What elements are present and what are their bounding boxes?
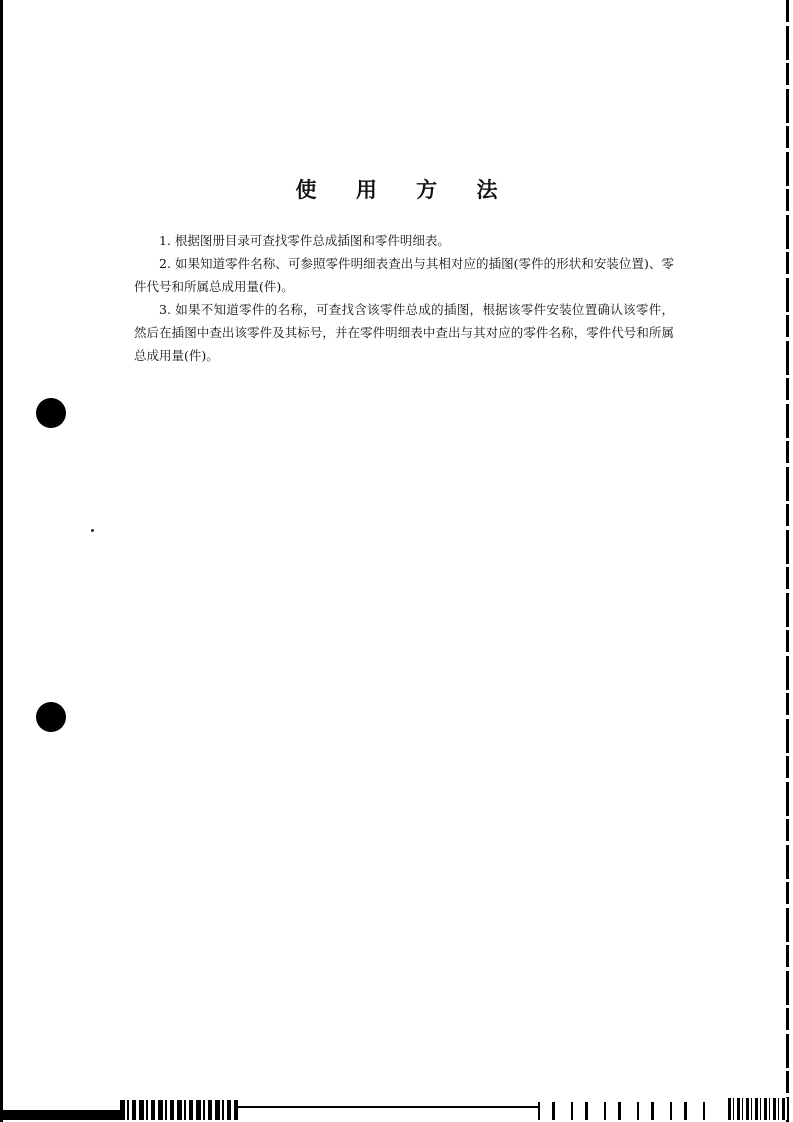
instruction-paragraph-2: 2. 如果知道零件名称、可参照零件明细表查出与其相对应的插图(零件的形状和安装位置)、零件代号和所属总成用量(件)。 [134, 256, 674, 294]
binder-hole-lower [36, 702, 66, 732]
scan-speck [91, 529, 94, 532]
instructions-body [134, 229, 674, 367]
scan-bottom-solid-bar [0, 1110, 120, 1120]
scan-bottom-barcode-right [728, 1098, 788, 1120]
scan-right-edge [786, 0, 789, 1122]
scan-bottom-line [238, 1106, 538, 1108]
scan-bottom-barcode-left [120, 1100, 238, 1120]
binder-hole-upper [36, 398, 66, 428]
instruction-paragraph-1: 1. 根据图册目录可查找零件总成插图和零件明细表。 [159, 233, 450, 248]
scan-bottom-marks [538, 1102, 708, 1120]
instruction-paragraph-3: 3. 如果不知道零件的名称，可查找含该零件总成的插图，根据该零件安装位置确认该零件，然后在插图中查出该零件及其标号，并在零件明细表中查出与其对应的零件名称，零件代号和所属总成用量(件)。 [134, 302, 674, 363]
page-title: 使 用 方 法 [295, 177, 514, 202]
scan-left-edge [0, 0, 3, 1122]
